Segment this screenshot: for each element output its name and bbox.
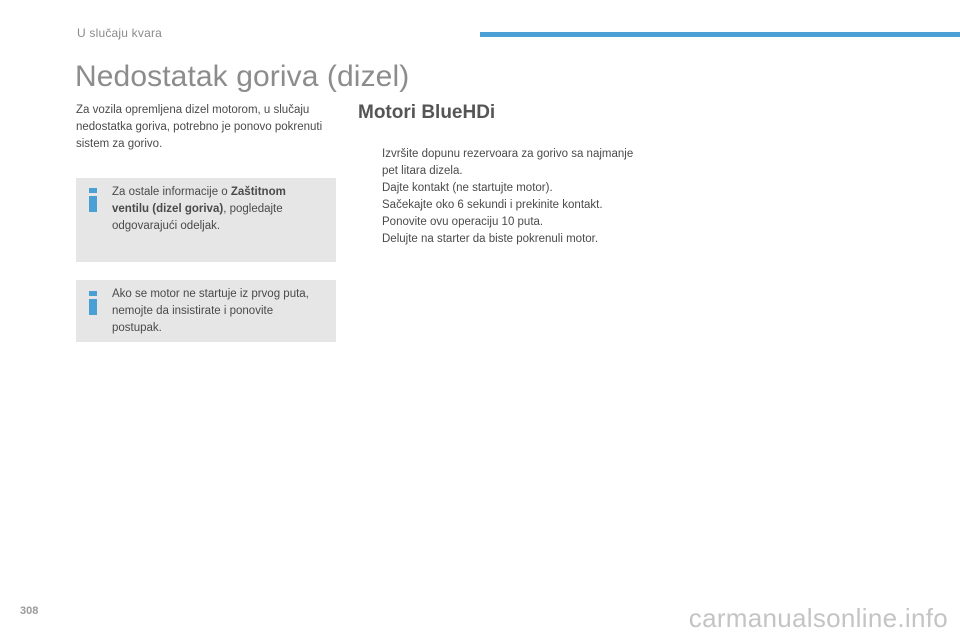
list-item: Dajte kontakt (ne startujte motor). <box>382 182 553 194</box>
info-box-protective-valve <box>76 178 336 262</box>
steps-list <box>362 146 642 248</box>
intro-text: Za vozila opremljena dizel motorom, u slučaju nedostatka goriva, potrebno je ponovo pokrenuti sistem za gorivo. <box>76 104 323 150</box>
watermark: carmanualsonline.info <box>688 603 948 633</box>
list-item: Delujte na starter da biste pokrenuli motor. <box>382 233 599 245</box>
section-heading: Motori BlueHDi <box>358 102 496 123</box>
list-item: Sačekajte oko 6 sekundi i prekinite kontakt. <box>382 199 603 211</box>
section-label: U slučaju kvara <box>77 26 163 40</box>
list-item: Izvršite dopunu rezervoara za gorivo sa najmanje pet litara dizela. <box>382 148 634 177</box>
info-box-link-term: Zaštitnom ventilu (dizel goriva) <box>112 186 286 215</box>
info-box-text: Ako se motor ne startuje iz prvog puta, nemojte da insistirate i ponovite postupak. <box>112 288 309 334</box>
list-item: Ponovite ovu operaciju 10 puta. <box>382 216 544 228</box>
page-number: 308 <box>20 605 39 617</box>
header-accent-bar <box>480 32 960 37</box>
info-box-retry <box>76 280 336 342</box>
info-box-text: Za ostale informacije o Zaštitnom ventilu (dizel goriva), pogledajte odgovarajući odeljak. <box>112 186 286 232</box>
page-title: Nedostatak goriva (dizel) <box>75 60 410 93</box>
